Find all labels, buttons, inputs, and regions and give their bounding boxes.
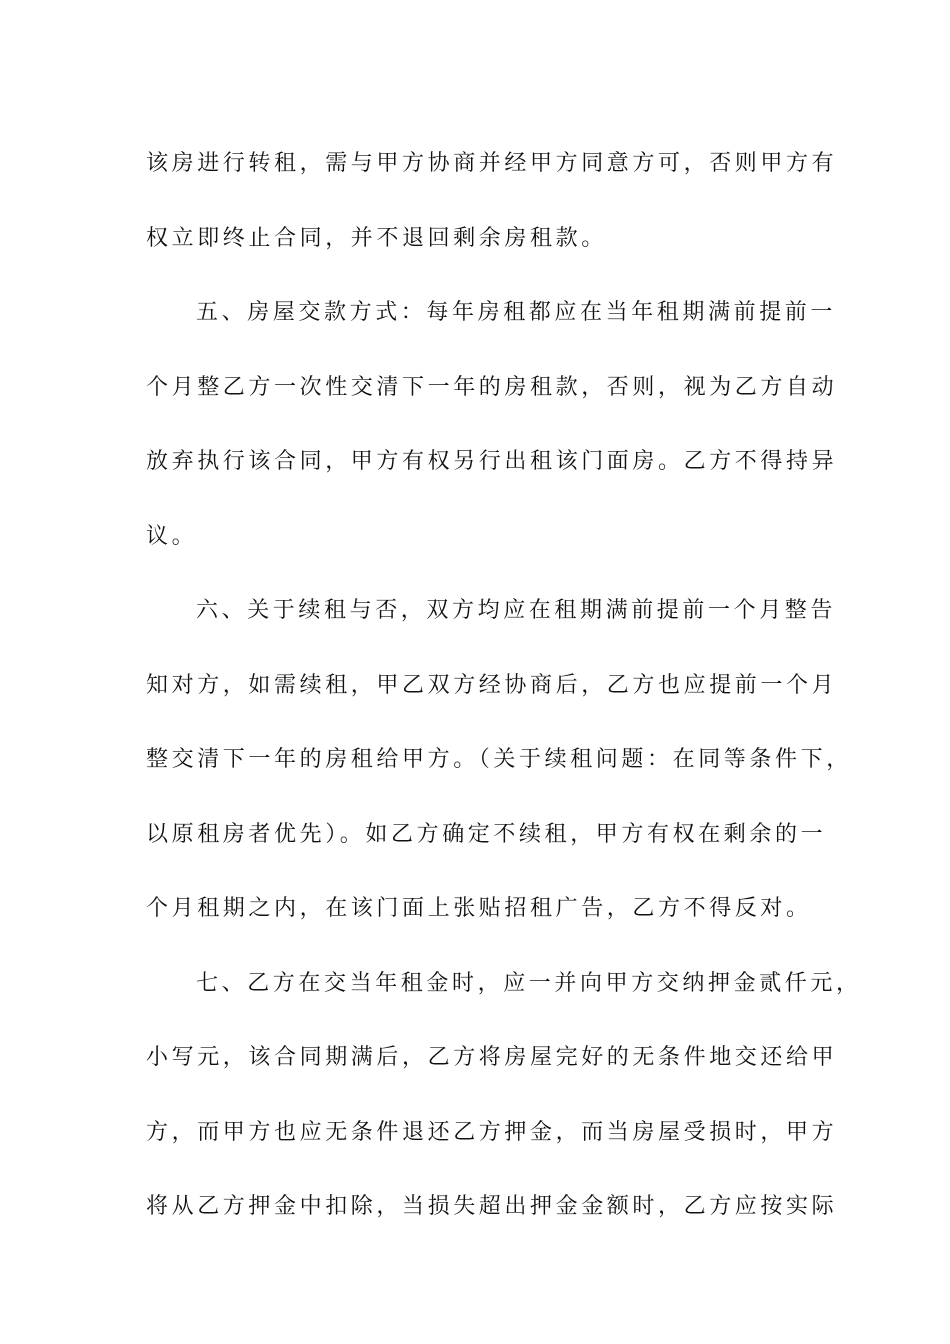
paragraph-clause-7-deposit — [146, 947, 862, 1245]
text-line: 该房进行转租，需与甲方协商并经甲方同意方可，否则甲方有 — [146, 151, 838, 176]
text-line: 六、关于续租与否，双方均应在租期满前提前一个月整告 — [196, 598, 837, 623]
paragraph-clause-5-payment-method — [146, 276, 838, 574]
text-line: 个月整乙方一次性交清下一年的房租款，否则，视为乙方自动 — [146, 374, 838, 400]
text-line: 放弃执行该合同，甲方有权另行出租该门面房。乙方不得持异 — [146, 449, 838, 474]
text-line: 整交清下一年的房租给甲方。（关于续租问题：在同等条件下， — [146, 747, 852, 772]
text-line: 以原租房者优先）。如乙方确定不续租，甲方有权在剩余的一 — [146, 821, 827, 847]
text-line: 议。 — [146, 523, 198, 549]
text-line: 七、乙方在交当年租金时，应一并向甲方交纳押金贰仟元， — [196, 970, 862, 996]
text-line: 将从乙方押金中扣除，当损失超出押金金额时，乙方应按实际 — [146, 1194, 838, 1219]
text-line: 个月租期之内，在该门面上张贴招租广告，乙方不得反对。 — [146, 896, 812, 921]
text-line: 小写元，该合同期满后，乙方将房屋完好的无条件地交还给甲 — [146, 1045, 838, 1070]
paragraph-clause-6-renewal — [146, 574, 852, 947]
paragraph-sublease-continued — [146, 127, 838, 276]
text-line: 权立即终止合同，并不退回剩余房租款。 — [146, 225, 607, 251]
text-line: 方，而甲方也应无条件退还乙方押金，而当房屋受损时，甲方 — [146, 1119, 838, 1145]
document-body — [146, 127, 862, 1245]
text-line: 知对方，如需续租，甲乙双方经协商后，乙方也应提前一个月 — [146, 672, 838, 698]
text-line: 五、房屋交款方式：每年房租都应在当年租期满前提前一 — [196, 300, 837, 325]
